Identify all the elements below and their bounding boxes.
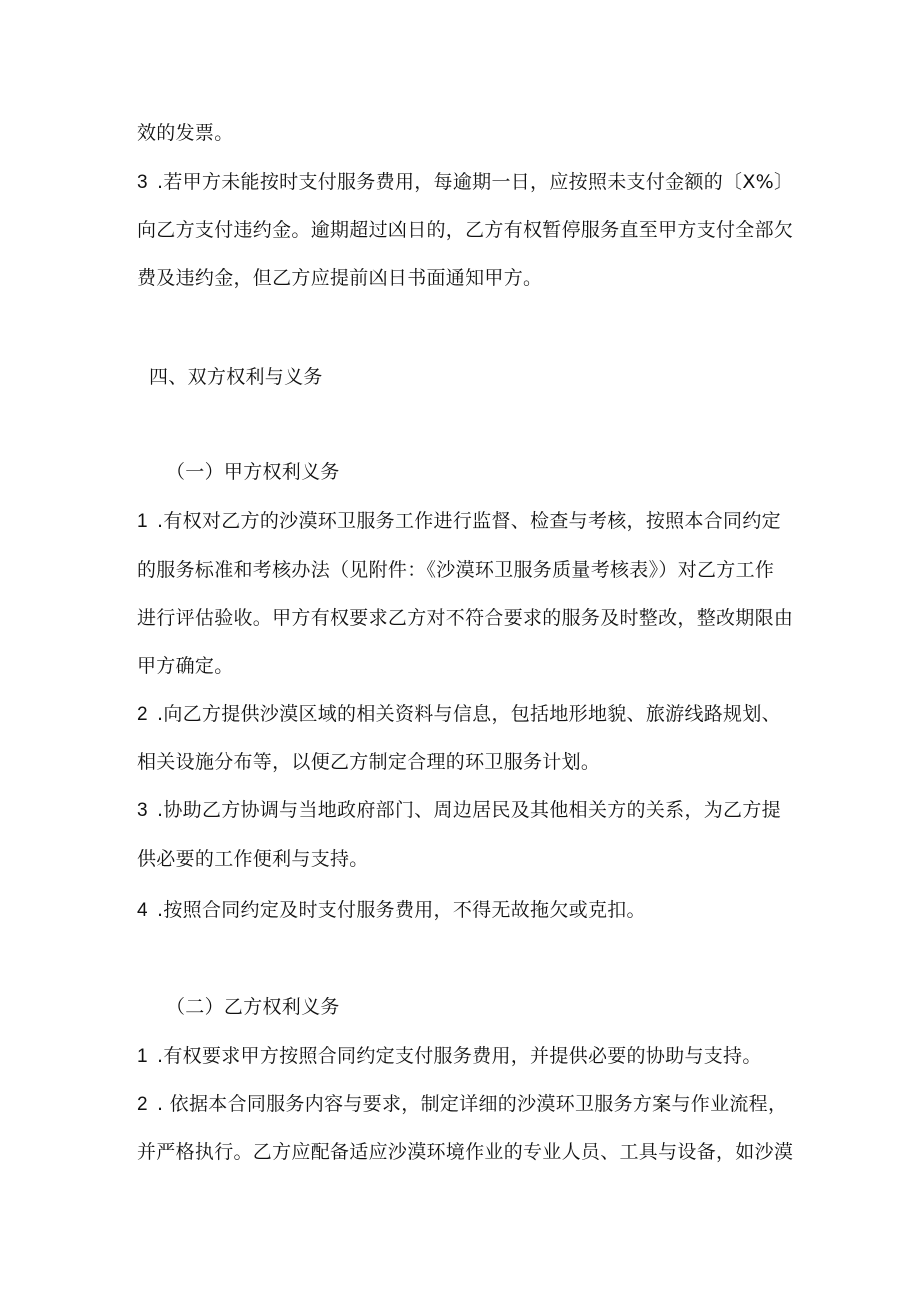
item-text: .有权要求甲方按照合同约定支付服务费用，并提供必要的协助与支持。 (157, 1045, 762, 1067)
item-text: .协助乙方协调与当地政府部门、周边居民及其他相关方的关系，为乙方提 (157, 799, 781, 821)
party-b-item-1-line-1 (137, 1044, 762, 1069)
payment-clause-3-line-2: 向乙方支付违约金。逾期超过凶日的，乙方有权暂停服务直至甲方支付全部欠 (137, 219, 794, 241)
item-text: .按照合同约定及时支付服务费用，不得无故拖欠或克扣。 (157, 899, 646, 921)
payment-clause-3-line-1 (137, 170, 793, 195)
party-b-item-2-line-2: 并严格执行。乙方应配备适应沙漠环境作业的专业人员、工具与设备，如沙漠 (137, 1141, 794, 1163)
payment-clause-3-line-3: 费及违约金，但乙方应提前凶日书面通知甲方。 (137, 267, 543, 289)
item-text: .向乙方提供沙漠区域的相关资料与信息，包括地形地貌、旅游线路规划、 (157, 703, 781, 725)
party-a-item-1-line-3: 进行评估验收。甲方有权要求乙方对不符合要求的服务及时整改，整改期限由 (137, 607, 794, 629)
item-number: 1 (137, 1046, 148, 1067)
clause-number: 3 (137, 172, 148, 193)
party-a-item-1-line-1 (137, 509, 781, 534)
party-a-item-2-line-2: 相关设施分布等，以便乙方制定合理的环卫服务计划。 (137, 751, 601, 773)
item-number: 3 (137, 800, 148, 821)
party-a-item-1-line-2: 的服务标准和考核办法（见附件：《沙漠环卫服务质量考核表》）对乙方工作 (137, 559, 775, 581)
item-number: 2 (137, 704, 148, 725)
item-number: 4 (137, 900, 148, 921)
party-a-item-3-line-1 (137, 798, 781, 823)
carryover-line: 效的发票。 (137, 122, 234, 144)
item-text: .有权对乙方的沙漠环卫服务工作进行监督、检查与考核，按照本合同约定 (157, 510, 781, 532)
party-a-item-4-line-1 (137, 898, 646, 923)
clause-text: .若甲方未能按时支付服务费用，每逾期一日，应按照未支付金额的〔X%〕 (157, 171, 794, 193)
item-number: 2 (137, 1094, 148, 1115)
party-a-item-2-line-1 (137, 702, 781, 727)
item-number: 1 (137, 511, 148, 532)
party-b-title: （二）乙方权利义务 (166, 996, 340, 1018)
section-4-title: 四、双方权利与义务 (149, 366, 323, 388)
item-text: . 依据本合同服务内容与要求，制定详细的沙漠环卫服务方案与作业流程， (157, 1093, 788, 1115)
party-a-title: （一）甲方权利义务 (166, 461, 340, 483)
party-a-item-1-line-4: 甲方确定。 (137, 655, 234, 677)
party-b-item-2-line-1 (137, 1092, 787, 1117)
party-a-item-3-line-2: 供必要的工作便利与支持。 (137, 848, 369, 870)
